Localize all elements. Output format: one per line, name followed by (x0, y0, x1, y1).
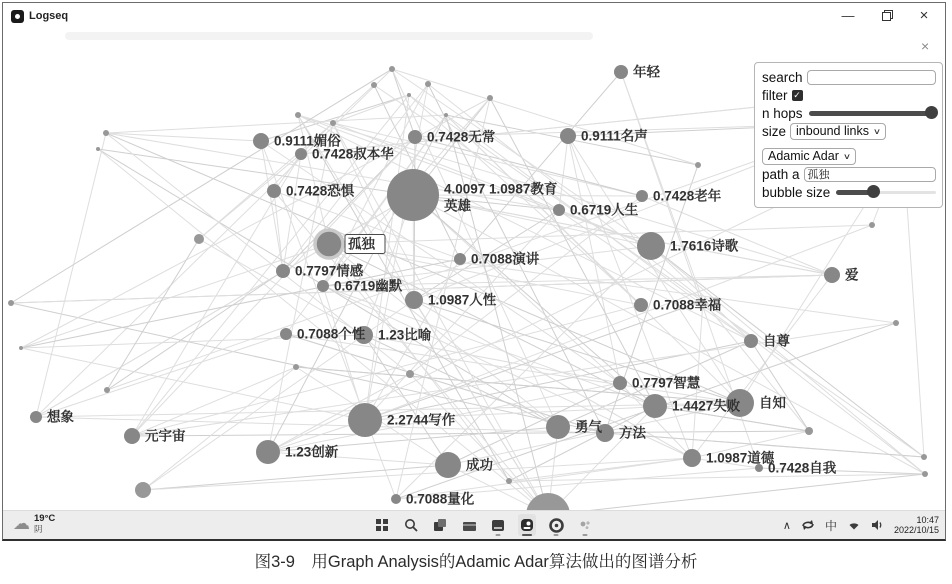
browser-icon (549, 518, 564, 533)
running-indicator (554, 534, 559, 537)
graph-node-0.6719幽默[interactable] (317, 280, 329, 292)
graph-node[interactable] (103, 130, 109, 136)
graph-node-勇气[interactable] (546, 415, 570, 439)
graph-analysis-panel (754, 62, 943, 208)
graph-node-label: 0.6719幽默 (334, 278, 403, 294)
graph-node-0.9111媚俗[interactable] (253, 133, 269, 149)
graph-node[interactable] (8, 300, 14, 306)
search-input[interactable] (807, 70, 936, 85)
graph-node[interactable] (96, 147, 100, 151)
clock-time: 10:47 (916, 515, 939, 525)
graph-node-label: 年轻 (633, 64, 660, 80)
n-hops-slider-thumb[interactable] (925, 106, 938, 119)
graph-node-label: 方法 (619, 425, 646, 441)
sync-icon[interactable] (801, 519, 815, 531)
minimize-button[interactable]: — (841, 8, 855, 23)
graph-node[interactable] (893, 320, 899, 326)
widget-app-icon (579, 519, 591, 531)
graph-node-label: 4.0097 1.0987教育英雄 (444, 181, 558, 214)
graph-node-1.7616诗歌[interactable] (637, 232, 665, 260)
bubble-size-slider-thumb[interactable] (867, 185, 880, 198)
bubble-size-label: bubble size (762, 184, 831, 200)
graph-node[interactable] (921, 454, 927, 460)
graph-node-1.0987人性[interactable] (405, 291, 423, 309)
windows-start-icon (376, 519, 388, 531)
taskbar-task-view-button[interactable] (431, 514, 449, 536)
panel-close-icon[interactable]: × (921, 38, 930, 54)
taskbar-logseq-button[interactable] (518, 514, 536, 536)
folder-icon (462, 519, 477, 532)
graph-node-label: 0.9111媚俗 (274, 133, 341, 149)
logseq-app-icon (520, 518, 534, 532)
graph-node-0.7428恐惧[interactable] (267, 184, 281, 198)
chevron-down-icon: ∨ (872, 126, 882, 136)
graph-node[interactable] (444, 113, 448, 117)
figure-caption: 图3-9 用Graph Analysis的Adamic Adar算法做出的图谱分析 (254, 553, 698, 571)
graph-node-自尊[interactable] (744, 334, 758, 348)
graph-node-1.0987道德[interactable] (683, 449, 701, 467)
graph-node-0.7088演讲[interactable] (454, 253, 466, 265)
graph-node-0.9111名声[interactable] (560, 128, 576, 144)
graph-node[interactable] (869, 222, 875, 228)
graph-node-0.7428无常[interactable] (408, 130, 422, 144)
mail-app-icon (491, 519, 505, 532)
graph-node-label: 孤独 (348, 236, 375, 252)
clock-date: 2022/10/15 (893, 525, 939, 535)
graph-node[interactable] (487, 95, 493, 101)
graph-node-2.2744写作[interactable] (348, 403, 382, 437)
taskbar-weather-widget[interactable] (13, 513, 55, 535)
graph-node[interactable] (922, 471, 928, 477)
graph-node-0.7088幸福[interactable] (634, 298, 648, 312)
graph-node-label: 爱 (845, 267, 859, 283)
graph-node-label: 0.6719人生 (570, 202, 639, 218)
graph-node-label: 1.0987人性 (428, 292, 497, 308)
size-select[interactable] (790, 123, 886, 140)
n-hops-slider[interactable] (809, 108, 936, 118)
running-indicator (583, 534, 588, 537)
graph-node-label: 0.7088量化 (406, 491, 475, 507)
graph-node[interactable] (293, 364, 299, 370)
graph-node[interactable] (19, 346, 23, 350)
ime-indicator[interactable]: 中 (824, 518, 837, 533)
logseq-window (2, 2, 946, 541)
title-bar (3, 3, 945, 31)
taskbar-start-button[interactable] (373, 514, 391, 536)
restore-icon (882, 12, 891, 21)
chevron-down-icon: ∨ (842, 151, 851, 161)
n-hops-label: n hops (762, 105, 803, 121)
algorithm-select[interactable] (762, 148, 856, 165)
weather-condition: 阴 (34, 524, 43, 534)
search-icon (404, 518, 418, 532)
search-label: search (762, 69, 803, 85)
path-a-label: path a (762, 166, 800, 182)
graph-node-label: 1.23创新 (285, 444, 339, 460)
graph-node-label: 0.7428自我 (768, 460, 837, 476)
graph-node-label: 1.0987道德 (706, 450, 775, 466)
graph-node-label: 勇气 (575, 419, 602, 435)
graph-node-元宇宙[interactable] (124, 428, 140, 444)
graph-node-0.7797情感[interactable] (276, 264, 290, 278)
volume-icon[interactable] (871, 519, 884, 531)
taskbar-clock[interactable] (894, 515, 939, 535)
filter-label: filter (762, 87, 788, 103)
path-a-input[interactable] (804, 167, 936, 182)
slider-fill (809, 111, 936, 116)
graph-node-1.4427失败[interactable] (643, 394, 667, 418)
task-view-icon (433, 518, 447, 532)
graph-node[interactable] (425, 81, 431, 87)
graph-node-label: 0.7428老年 (653, 188, 722, 204)
graph-node[interactable] (135, 482, 151, 498)
graph-node-label: 0.9111名声 (581, 128, 648, 144)
running-indicator (496, 534, 501, 537)
graph-node-孤独[interactable] (315, 230, 343, 258)
graph-node-0.7797智慧[interactable] (613, 376, 627, 390)
graph-node-label: 0.7797智慧 (632, 375, 701, 391)
running-indicator (522, 534, 532, 537)
size-label: size (762, 123, 787, 139)
cloud-icon: ☁ (13, 514, 30, 533)
graph-node[interactable] (695, 162, 701, 168)
graph-node-label: 自知 (759, 395, 786, 411)
graph-node-年轻[interactable] (614, 65, 628, 79)
graph-node-0.7088量化[interactable] (391, 494, 401, 504)
graph-node-1.23创新[interactable] (256, 440, 280, 464)
graph-node[interactable] (371, 82, 377, 88)
graph-node-label: 0.7088幸福 (653, 297, 722, 313)
taskbar (3, 510, 945, 539)
graph-node-label: 自尊 (763, 333, 790, 349)
graph-node-4.0097 1.0987教育[interactable] (387, 169, 439, 221)
graph-node-0.7428叔本华[interactable] (295, 148, 307, 160)
graph-node[interactable] (330, 120, 336, 126)
taskbar-search-button[interactable] (402, 514, 420, 536)
graph-node[interactable] (407, 93, 411, 97)
graph-node[interactable] (104, 387, 110, 393)
graph-node-label: 0.7797情感 (295, 263, 364, 279)
graph-node-label: 2.2744写作 (387, 412, 456, 428)
graph-node-label: 0.7428恐惧 (286, 183, 355, 199)
graph-node[interactable] (389, 66, 395, 72)
graph-node-label: 0.7088个性 (297, 326, 366, 342)
close-button[interactable]: × (919, 7, 929, 24)
taskbar-widget-app-button[interactable] (576, 514, 594, 536)
graph-node[interactable] (406, 370, 414, 378)
graph-node[interactable] (295, 112, 301, 118)
logseq-logo-icon (11, 10, 24, 23)
taskbar-file-explorer-button[interactable] (460, 514, 478, 536)
size-select-value: inbound links (796, 124, 869, 138)
graph-node-0.6719人生[interactable] (553, 204, 565, 216)
graph-node[interactable] (805, 427, 813, 435)
graph-node-想象[interactable] (30, 411, 42, 423)
window-title: Logseq (29, 10, 69, 22)
wifi-icon[interactable] (847, 520, 861, 531)
graph-node-label: 成功 (466, 457, 493, 473)
graph-node-0.7428老年[interactable] (636, 190, 648, 202)
taskbar-browser-button[interactable] (547, 514, 565, 536)
weather-temp: 19°C (34, 513, 56, 524)
graph-node-0.7088个性[interactable] (280, 328, 292, 340)
graph-node-label: 0.7088演讲 (471, 251, 540, 267)
graph-node-label: 0.7428无常 (427, 129, 496, 145)
taskbar-mail-app-button[interactable] (489, 514, 507, 536)
restore-button[interactable] (869, 3, 903, 29)
graph-node-label: 元宇宙 (145, 428, 186, 444)
graph-node-label: 1.7616诗歌 (670, 238, 739, 254)
graph-node[interactable] (506, 478, 512, 484)
filter-checkbox[interactable]: ✓ (793, 89, 801, 100)
algorithm-select-value: Adamic Adar (768, 149, 839, 163)
graph-node-label: 0.7428叔本华 (312, 146, 394, 162)
graph-node-label: 1.4427失败 (672, 398, 741, 414)
app-toolbar-strip (65, 32, 593, 40)
graph-node-label: 1.23比喻 (378, 327, 432, 343)
tray-chevron-up-icon[interactable]: ∧ (782, 519, 791, 532)
graph-node-label: 想象 (47, 409, 74, 425)
graph-node-成功[interactable] (435, 452, 461, 478)
graph-node-爱[interactable] (824, 267, 840, 283)
graph-node[interactable] (194, 234, 204, 244)
bubble-size-slider[interactable] (836, 187, 936, 197)
